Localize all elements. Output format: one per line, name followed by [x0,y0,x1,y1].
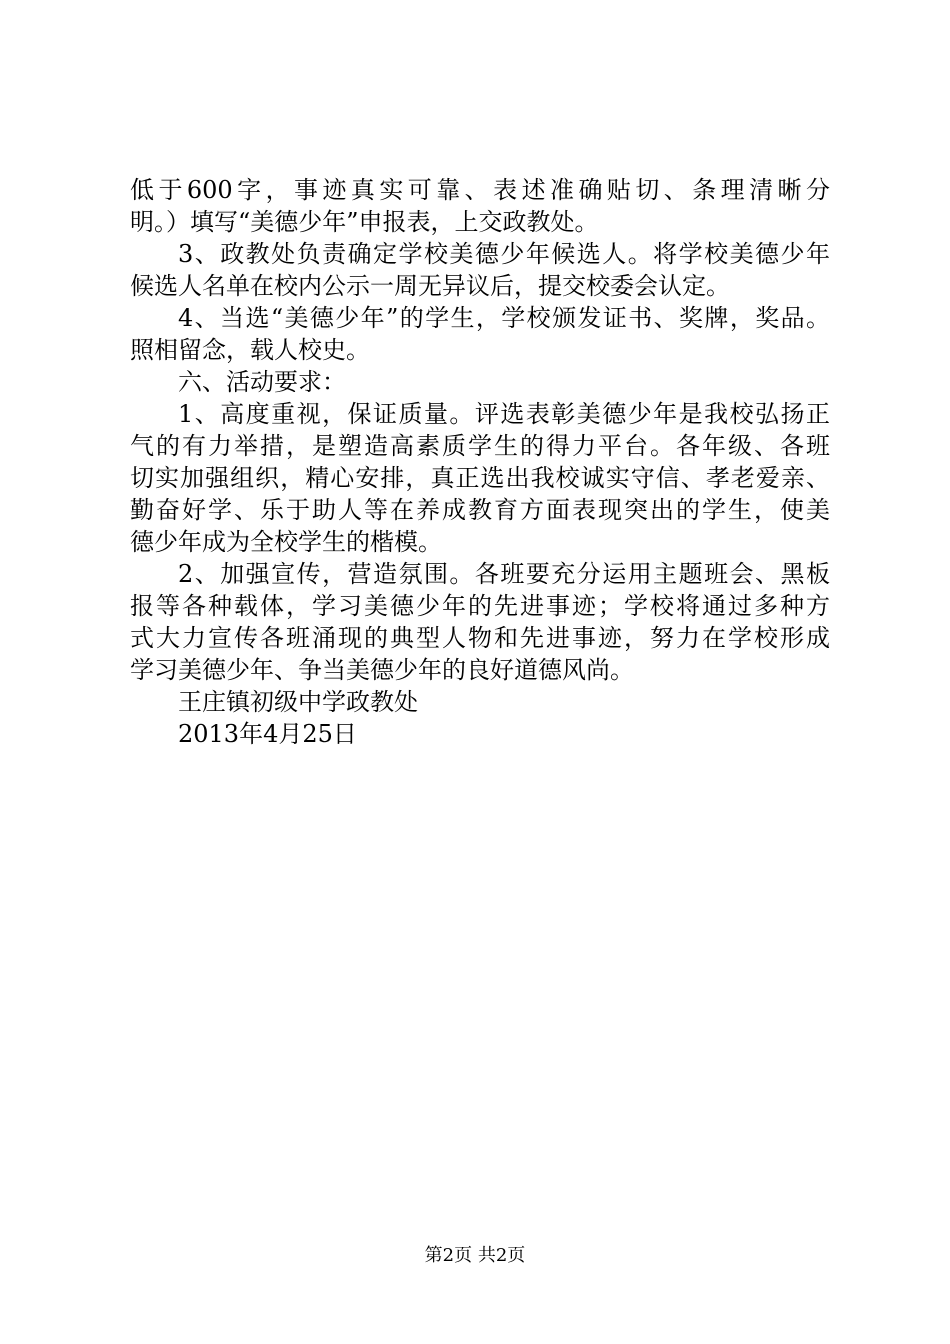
section-heading: 六、活动要求： [178,368,346,396]
paragraph-line: 德少年成为全校学生的楷模。 [130,528,442,556]
paragraph-line: 切实加强组织，精心安排，真正选出我校诚实守信、孝老爱亲、 [130,464,830,492]
paragraph-line: 1、高度重视，保证质量。评选表彰美德少年是我校弘扬正 [178,400,830,428]
paragraph-line: 2、加强宣传，营造氛围。各班要充分运用主题班会、黑板 [178,560,830,588]
paragraph-line: 学习美德少年、争当美德少年的良好道德风尚。 [130,656,634,684]
paragraph-line: 式大力宣传各班涌现的典型人物和先进事迹，努力在学校形成 [130,624,830,652]
document-body [130,174,830,750]
paragraph-line: 候选人名单在校内公示一周无异议后，提交校委会认定。 [130,272,730,300]
paragraph-line: 勤奋好学、乐于助人等在养成教育方面表现突出的学生，使美 [130,496,830,524]
signature-organization: 王庄镇初级中学政教处 [178,688,418,716]
paragraph-line: 3、政教处负责确定学校美德少年候选人。将学校美德少年 [178,240,830,268]
paragraph-line: 4、当选“美德少年”的学生，学校颁发证书、奖牌，奖品。 [178,304,830,332]
paragraph-line: 气的有力举措，是塑造高素质学生的得力平台。各年级、各班 [130,432,830,460]
paragraph-line: 照相留念，载人校史。 [130,336,370,364]
page-footer: 第2页 共2页 [424,1245,526,1266]
paragraph-line: 报等各种载体，学习美德少年的先进事迹；学校将通过多种方 [130,592,830,620]
signature-date: 2013年4月25日 [178,720,357,748]
paragraph-line: 低于600字，事迹真实可靠、表述准确贴切、条理清晰分 [130,176,830,204]
paragraph-line: 明。）填写“美德少年”申报表，上交政教处。 [130,208,599,236]
